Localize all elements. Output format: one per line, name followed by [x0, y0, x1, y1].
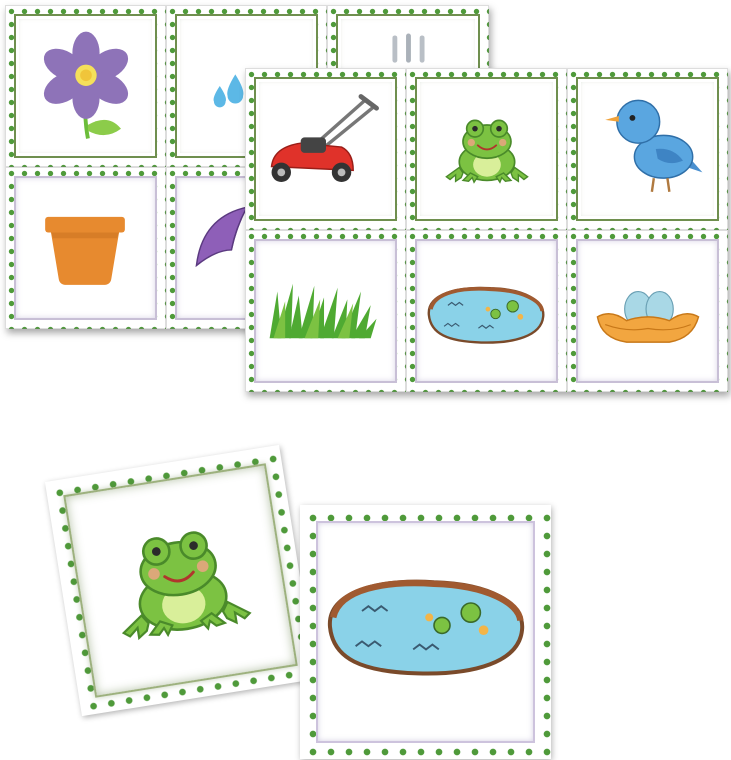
frog-icon: [66, 466, 296, 696]
grass-icon: [256, 241, 395, 381]
lawn-mower-icon: [256, 79, 395, 219]
flower-pot-icon: [16, 178, 155, 318]
card-bird-nest: [567, 230, 728, 392]
card-bluebird: [567, 68, 728, 230]
flower-icon: [16, 16, 155, 156]
bluebird-icon: [578, 79, 717, 219]
frog-icon: [417, 79, 556, 219]
card-flower: [5, 5, 166, 167]
card-frog: [406, 68, 567, 230]
card-lawn-mower: [245, 68, 406, 230]
card-flower-pot: [5, 167, 166, 329]
card-grass: [245, 230, 406, 392]
card-pond: [406, 230, 567, 392]
pond-icon: [417, 241, 556, 381]
front-card-sheet: [245, 68, 728, 392]
loose-card-pond: [300, 505, 551, 759]
bird-nest-icon: [578, 241, 717, 381]
pond-icon: [318, 523, 533, 741]
loose-card-frog: [45, 445, 316, 716]
